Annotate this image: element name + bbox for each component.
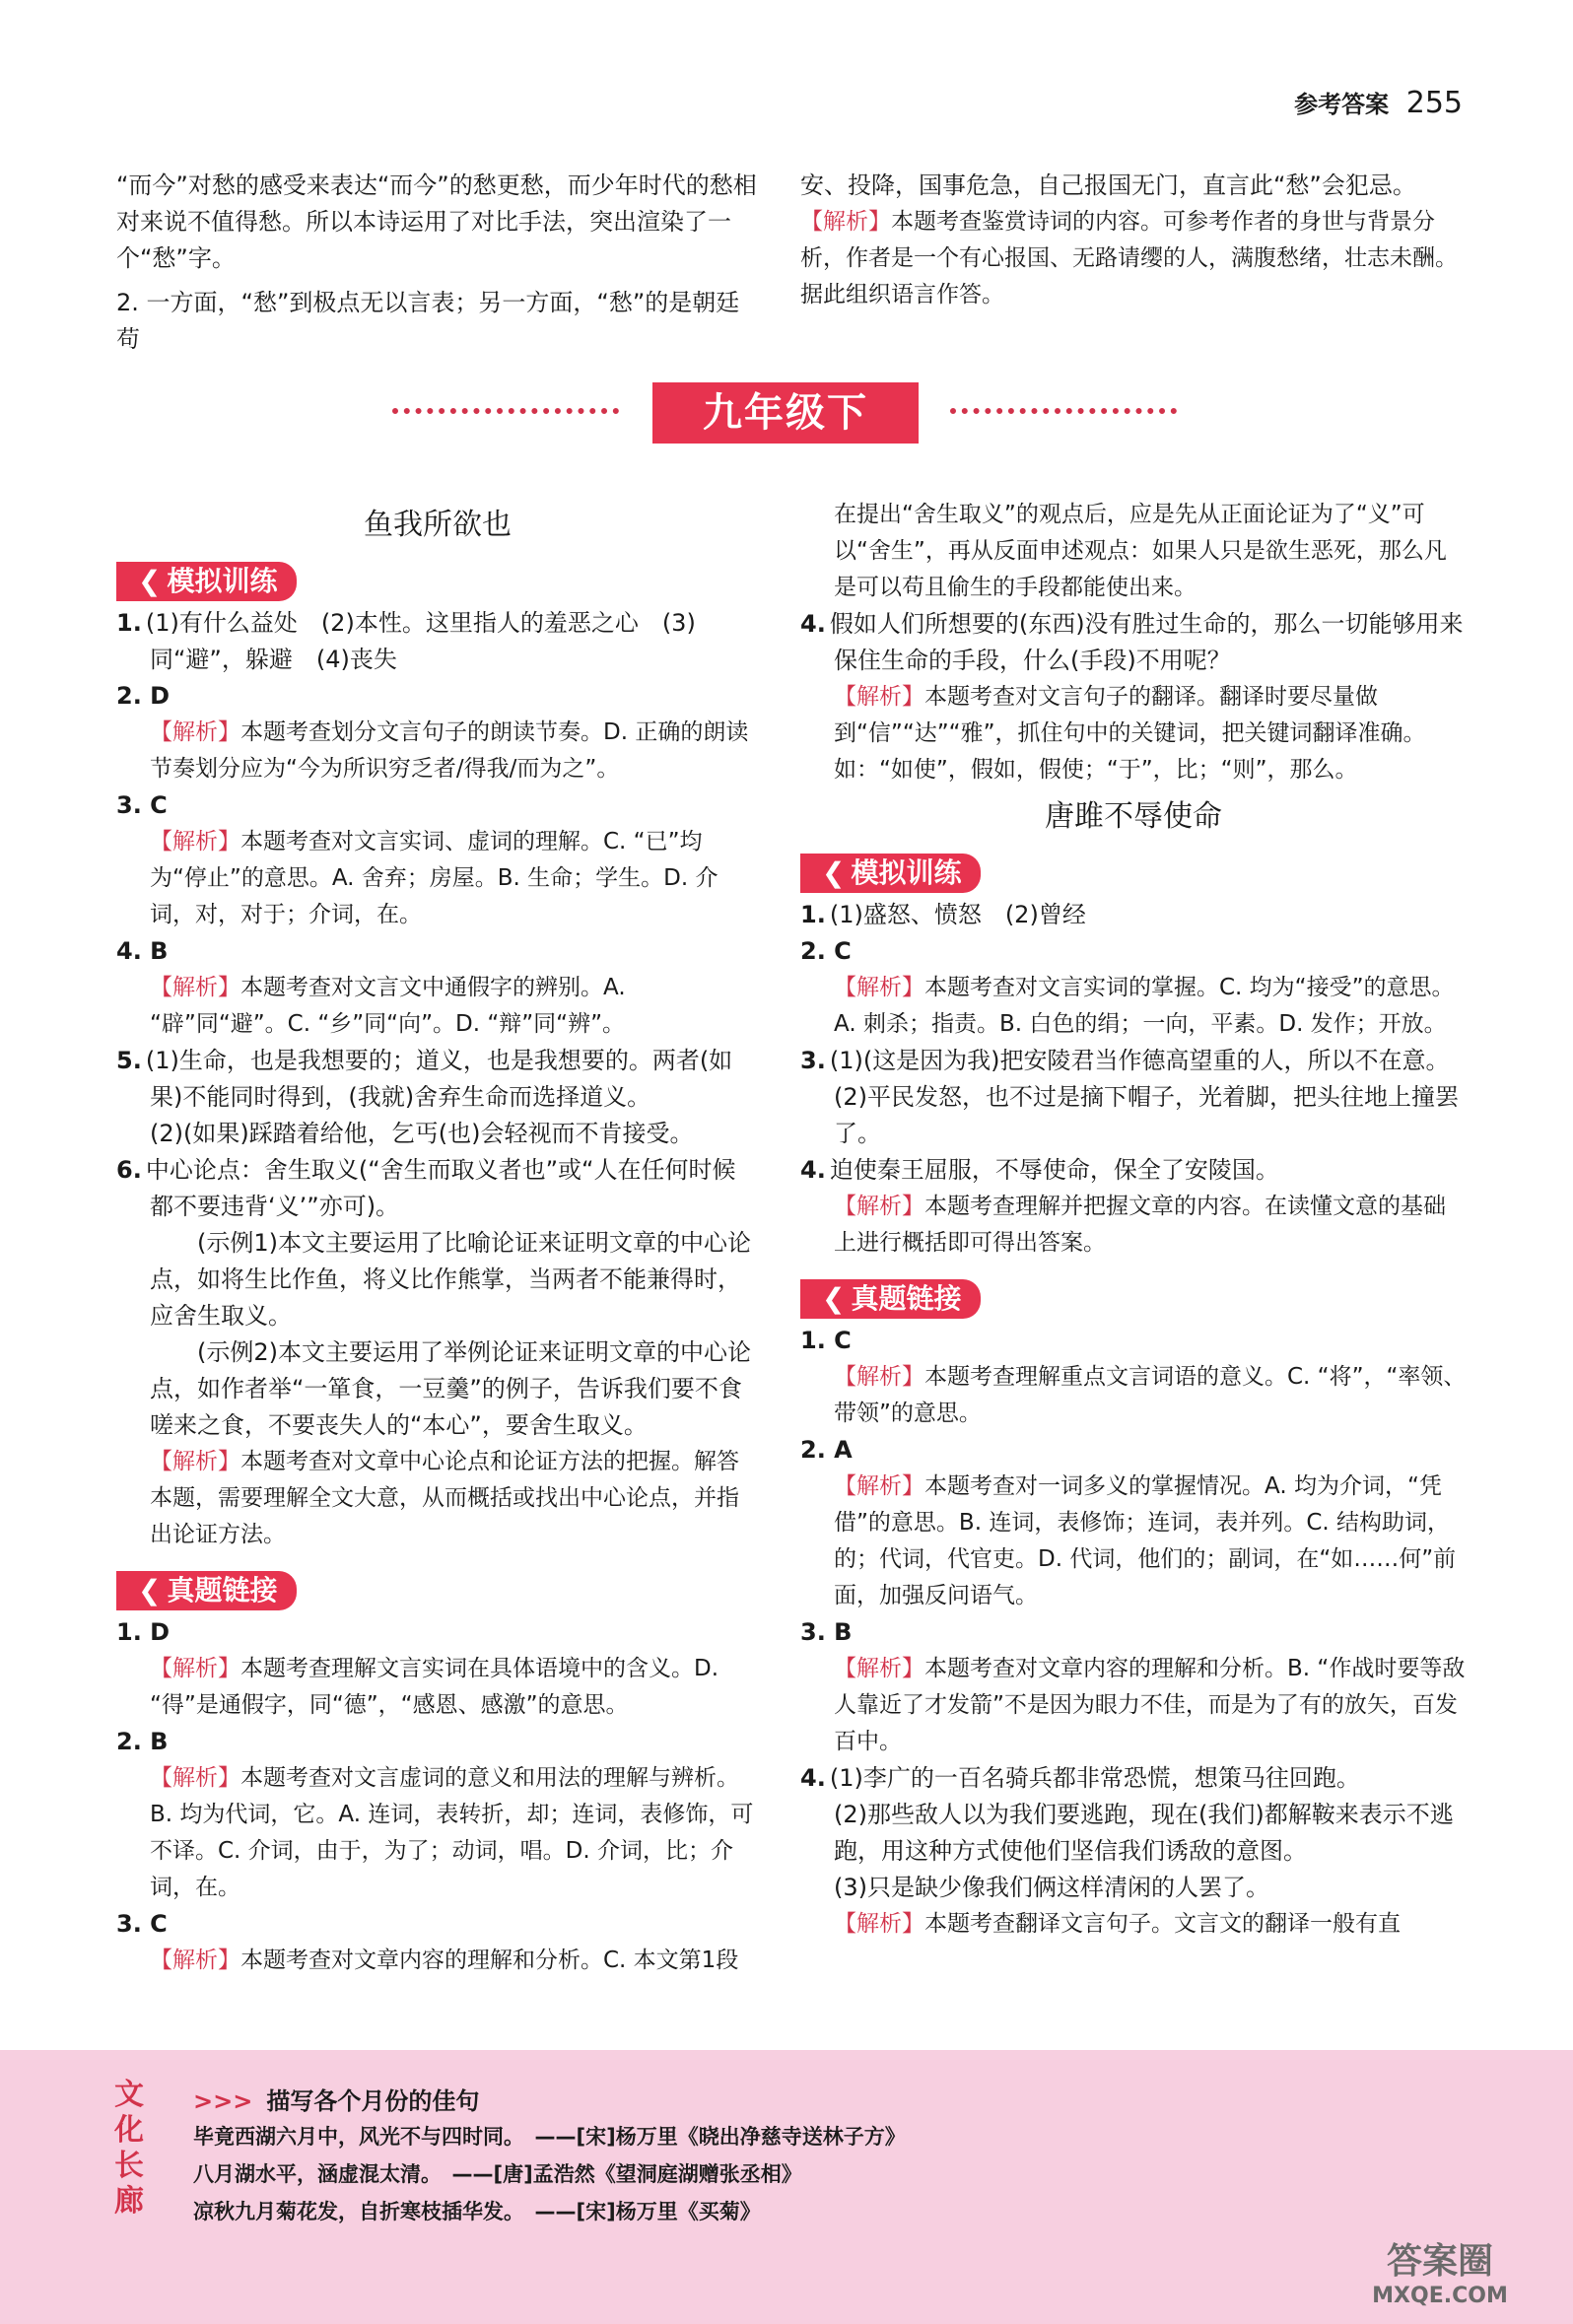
yu-r2-analysis: 【解析】本题考查对文言虚词的意义和用法的理解与辨析。B. 均为代词，它。A. 连词，表转折，却；连词，表修饰，可不译。C. 介词，由于，为了；动词，唱。D. 介词，比；介词，在。 [150, 1765, 754, 1900]
yu-r1-analysis: 【解析】本题考查理解文言实词在具体语境中的含义。D. “得”是通假字，同“德”，“感恩、感激”的意思。 [150, 1656, 719, 1718]
grade-banner [392, 382, 1181, 445]
yu-q6-example1: (示例1)本文主要运用了比喻论证来证明文章的中心论点，如将生比作鱼，将义比作熊掌，当两者不能兼得时，应舍生取义。 [150, 1229, 751, 1330]
tang-q4-analysis: 【解析】本题考查理解并把握文章的内容。在读懂文意的基础上进行概括即可得出答案。 [834, 1194, 1446, 1256]
lesson-title-tang: 唐雎不辱使命 [1045, 799, 1222, 834]
yu-r3-num: 3. C [116, 1910, 168, 1938]
tang-r2-num: 2. A [800, 1436, 853, 1464]
yu-r4-analysis: 【解析】本题考查对文言句子的翻译。翻译时要尽量做到“信”“达”“雅”，抓住句中的关键词，把关键词翻译准确。如：“如使”，假如，假使；“于”，比；“则”，那么。 [834, 684, 1426, 783]
tang-r4: 4. (1)李广的一百名骑兵都非常恐慌，想策马往回跑。 [800, 1764, 1360, 1792]
yu-q5-part2: (2)(如果)踩踏着给他，乞丐(也)会轻视而不肯接受。 [150, 1120, 694, 1147]
tang-r4-part2: (2)那些敌人以为我们要逃跑，现在(我们)都解鞍来表示不逃跑，用这种方式使他们坚信我们诱敌的意图。 [834, 1801, 1454, 1865]
yu-q5: 5. (1)生命，也是我想要的；道义，也是我想要的。两者(如果)不能同时得到，(我就)舍弃生命而选择道义。 [116, 1047, 733, 1111]
mock-practice-label: ❮ 模拟训练 [116, 562, 297, 601]
analysis-tag: 【解析】 [800, 209, 891, 235]
lesson-title-yu: 鱼我所欲也 [364, 508, 512, 542]
yu-r1-num: 1. D [116, 1618, 171, 1646]
page-number: 255 [1405, 86, 1463, 120]
tang-q3: 3. (1)(这是因为我)把安陵君当作德高望重的人，所以不在意。 [800, 1047, 1450, 1074]
yu-q6: 6. 中心论点：舍生取义(“舍生而取义者也”或“人在任何时候都不要违背‘义’”亦可)。 [116, 1156, 736, 1220]
yu-q2-analysis: 【解析】本题考查划分文言句子的朗读节奏。D. 正确的朗读节奏划分应为“今为所识穷乏者/得我/而为之”。 [150, 719, 749, 782]
yu-r3-analysis-cont: 在提出“舍生取义”的观点后，应是先从正面论证为了“义”可以“舍生”，再从反面申述观点：如果人只是欲生恶死，那么凡是可以苟且偷生的手段都能使出来。 [834, 502, 1447, 600]
mock-practice-label-2: ❮ 模拟训练 [800, 854, 981, 893]
yu-q6-analysis: 【解析】本题考查对文章中心论点和论证方法的把握。解答本题，需要理解全文大意，从而概括或找出中心论点，并指出论证方法。 [150, 1449, 739, 1547]
footer-side-label: 文化长廊 [114, 2078, 144, 2219]
top-right-column [800, 168, 1467, 313]
tang-r4-analysis: 【解析】本题考查翻译文言句子。文言文的翻译一般有直 [834, 1911, 1401, 1937]
footer-quote-3: 凉秋九月菊花发，自折寒枝插华发。 ——[宋]杨万里《买菊》 [193, 2200, 761, 2223]
yu-q3-num: 3. C [116, 791, 168, 819]
header-label: 参考答案 [1294, 91, 1390, 118]
tang-q3-part2: (2)平民发怒，也不过是摘下帽子，光着脚，把头往地上撞罢了。 [834, 1083, 1459, 1147]
real-exam-label: ❮ 真题链接 [116, 1571, 297, 1610]
yu-r3-analysis: 【解析】本题考查对文章内容的理解和分析。C. 本文第1段 [150, 1948, 739, 1973]
tang-r3-num: 3. B [800, 1618, 853, 1646]
banner-title: 九年级下 [652, 382, 919, 444]
banner-dots-right [950, 408, 1177, 414]
watermark-logo: 答案圈 MXQE.COM [1372, 2241, 1508, 2308]
tang-r1-analysis: 【解析】本题考查理解重点文言词语的意义。C. “将”，“率领、带领”的意思。 [834, 1364, 1467, 1426]
top-left-column [116, 168, 759, 358]
yu-q4-num: 4. B [116, 937, 169, 965]
tang-q2-analysis: 【解析】本题考查对文言实词的掌握。C. 均为“接受”的意思。A. 刺杀；指责。B. 白色的绢；一向，平素。D. 发作；开放。 [834, 975, 1455, 1037]
arrow-icon: >>> [193, 2087, 253, 2115]
prev-answer-cont: “而今”对愁的感受来表达“而今”的愁更愁，而少年时代的愁相对来说不值得愁。所以本诗运用了对比手法，突出渲染了一个“愁”字。 [116, 171, 757, 272]
page-header [1294, 85, 1463, 120]
left-column [116, 497, 759, 1979]
prev-analysis: 【解析】本题考查鉴赏诗词的内容。可参考作者的身世与背景分析，作者是一个有心报国、无路请缨的人，满腹愁绪，壮志未酬。据此组织语言作答。 [800, 209, 1458, 308]
yu-q1: 1. (1)有什么益处 (2)本性。这里指人的羞恶之心 (3)同“避”，躲避 (4)丧失 [116, 609, 696, 673]
prev-answer-q2-cont: 安、投降，国事危急，自己报国无门，直言此“愁”会犯忌。 [800, 171, 1416, 199]
yu-q6-example2: (示例2)本文主要运用了举例论证来证明文章的中心论点，如作者举“一箪食，一豆羹”的例子，告诉我们要不食嗟来之食，不要丧失人的“本心”，要舍生取义。 [150, 1338, 751, 1439]
footer-quote-1: 毕竟西湖六月中，风光不与四时同。 ——[宋]杨万里《晓出净慈寺送林子方》 [193, 2125, 906, 2149]
tang-r1-num: 1. C [800, 1327, 852, 1354]
banner-dots-left [392, 408, 619, 414]
yu-r2-num: 2. B [116, 1728, 169, 1755]
footer-quote-2: 八月湖水平，涵虚混太清。 ——[唐]孟浩然《望洞庭湖赠张丞相》 [193, 2162, 802, 2186]
tang-r3-analysis: 【解析】本题考查对文章内容的理解和分析。B. “作战时要等敌人靠近了才发箭”不是因为眼力不佳，而是为了有的放矢，百发百中。 [834, 1656, 1466, 1754]
tang-q4: 4. 迫使秦王屈服，不辱使命，保全了安陵国。 [800, 1156, 1279, 1184]
yu-q3-analysis: 【解析】本题考查对文言实词、虚词的理解。C. “已”均为“停止”的意思。A. 舍弃；房屋。B. 生命；学生。D. 介词，对，对于；介词，在。 [150, 829, 718, 927]
yu-q2-num: 2. D [116, 682, 171, 710]
footer-title: >>> 描写各个月份的佳句 [193, 2087, 480, 2115]
right-column [800, 497, 1467, 1943]
tang-q2-num: 2. C [800, 937, 852, 965]
tang-q1: 1. (1)盛怒、愤怒 (2)曾经 [800, 901, 1086, 928]
yu-r4: 4. 假如人们所想要的(东西)没有胜过生命的，那么一切能够用来保住生命的手段，什么(手段)不用呢？ [800, 610, 1464, 674]
tang-r4-part3: (3)只是缺少像我们俩这样清闲的人罢了。 [834, 1874, 1269, 1901]
real-exam-label-2: ❮ 真题链接 [800, 1279, 981, 1319]
tang-r2-analysis: 【解析】本题考查对一词多义的掌握情况。A. 均为介词，“凭借”的意思。B. 连词，表修饰；连词，表并列。C. 结构助词，的；代词，代官吏。D. 代词，他们的；副词，在“如……何”前面，加强反问语气。 [834, 1473, 1457, 1608]
yu-q4-analysis: 【解析】本题考查对文言文中通假字的辨别。A. “辟”同“避”。C. “乡”同“向”。D. “辩”同“辨”。 [150, 975, 626, 1037]
prev-answer-q2: 2. 一方面，“愁”到极点无以言表；另一方面，“愁”的是朝廷苟 [116, 289, 740, 353]
